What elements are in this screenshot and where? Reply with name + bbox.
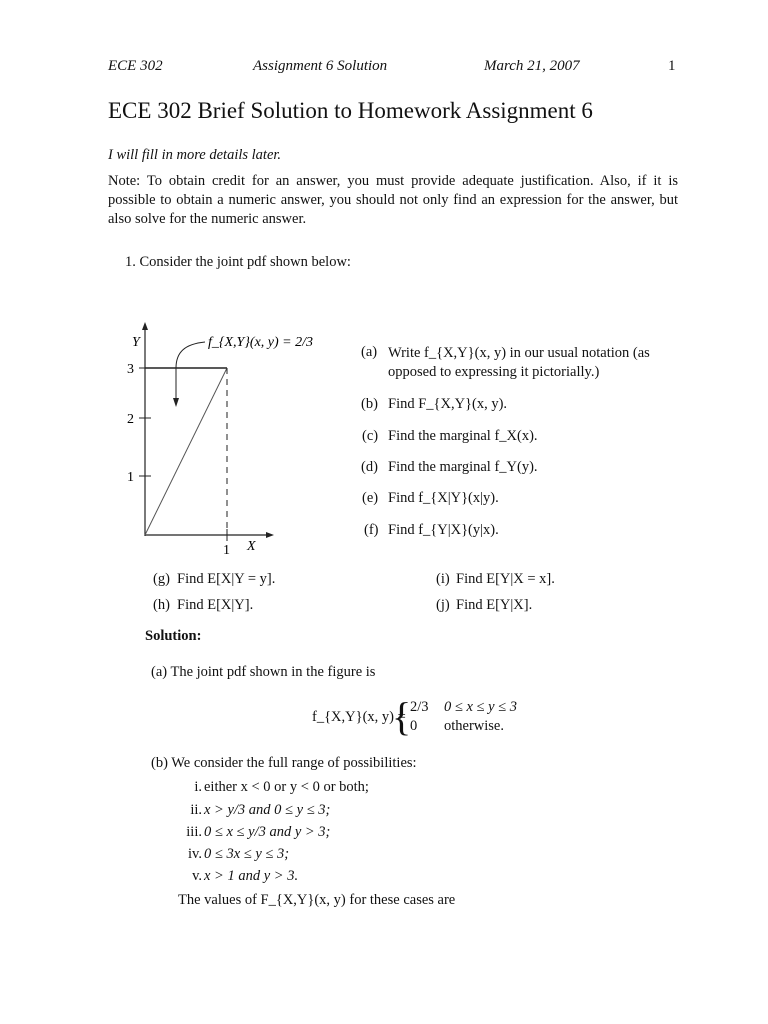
y-axis-label: Y [132,335,140,350]
case-iv-label: iv. [188,846,202,862]
part-b-label: (b) [361,396,378,412]
case-i-label: i. [194,779,202,795]
header-course: ECE 302 [108,58,163,74]
case-i-text: either x < 0 or y < 0 or both; [204,779,369,795]
x-axis-label: X [247,539,256,554]
problem-1-intro: 1. Consider the joint pdf shown below: [125,254,351,270]
pdf-case-2-value: 0 [410,718,418,734]
pdf-case-1-condition: 0 ≤ x ≤ y ≤ 3 [444,699,517,715]
page-title: ECE 302 Brief Solution to Homework Assignment 6 [108,98,593,123]
header-document-name: Assignment 6 Solution [253,58,388,74]
note-paragraph: Note: To obtain credit for an answer, you must provide adequate justification. Also, if it is possible to obtain a numeric answer, you should not only find an expression for the answer, but also solve for the numeric answer. [108,173,678,227]
part-c-text: Find the marginal f_X(x). [388,428,538,444]
y-tick-label-2: 2 [127,412,134,427]
part-a-text: Write f_{X,Y}(x, y) in our usual notation (as opposed to expressing it pictorially.) [388,345,650,380]
pdf-case-1-value: 2/3 [410,699,429,715]
annotation-arrowhead [173,398,179,407]
part-h-text: Find E[X|Y]. [177,597,254,613]
pdf-definition-lhs: f_{X,Y}(x, y) = [312,709,406,725]
part-f-text: Find f_{Y|X}(y|x). [388,522,499,538]
part-g-text: Find E[X|Y = y]. [177,571,276,587]
note-italic: I will fill in more details later. [108,147,282,163]
y-axis-arrow [142,322,148,330]
y-tick-label-3: 3 [127,362,134,377]
solution-a-intro: (a) The joint pdf shown in the figure is [151,664,376,680]
part-e-text: Find f_{X|Y}(x|y). [388,490,499,506]
part-j-label: (j) [436,597,450,613]
part-e-label: (e) [362,490,379,506]
header-date: March 21, 2007 [484,58,580,74]
part-f-label: (f) [364,522,379,538]
part-b-text: Find F_{X,Y}(x, y). [388,396,508,412]
part-g-label: (g) [153,571,170,587]
case-iii-text: 0 ≤ x ≤ y/3 and y > 3; [204,824,331,840]
annotation-arrow [176,342,205,404]
x-axis-arrow [266,532,274,538]
case-iv-text: 0 ≤ 3x ≤ y ≤ 3; [204,846,290,862]
case-ii-text: x > y/3 and 0 ≤ y ≤ 3; [204,802,331,818]
joint-pdf-figure [120,318,330,558]
pdf-annotation: f_{X,Y}(x, y) = 2/3 [208,335,314,350]
part-c-label: (c) [362,428,379,444]
region-diagonal-boundary [145,368,227,535]
part-d-text: Find the marginal f_Y(y). [388,459,538,475]
x-tick-label-1: 1 [223,543,230,558]
case-iii-label: iii. [186,824,202,840]
part-h-label: (h) [153,597,170,613]
part-i-label: (i) [436,571,450,587]
part-a-label: (a) [361,344,378,360]
solution-heading: Solution: [145,628,202,644]
part-d-label: (d) [361,459,378,475]
header-page-number: 1 [668,58,676,74]
pdf-case-2-condition: otherwise. [444,718,504,734]
part-i-text: Find E[Y|X = x]. [456,571,555,587]
y-tick-label-1: 1 [127,470,134,485]
case-v-label: v. [192,868,202,884]
case-ii-label: ii. [190,802,202,818]
case-v-text: x > 1 and y > 3. [204,868,299,884]
part-j-text: Find E[Y|X]. [456,597,533,613]
solution-b-outro: The values of F_{X,Y}(x, y) for these cases are [178,892,456,908]
case-brace: { [392,694,412,739]
solution-b-intro: (b) We consider the full range of possibilities: [151,755,417,771]
